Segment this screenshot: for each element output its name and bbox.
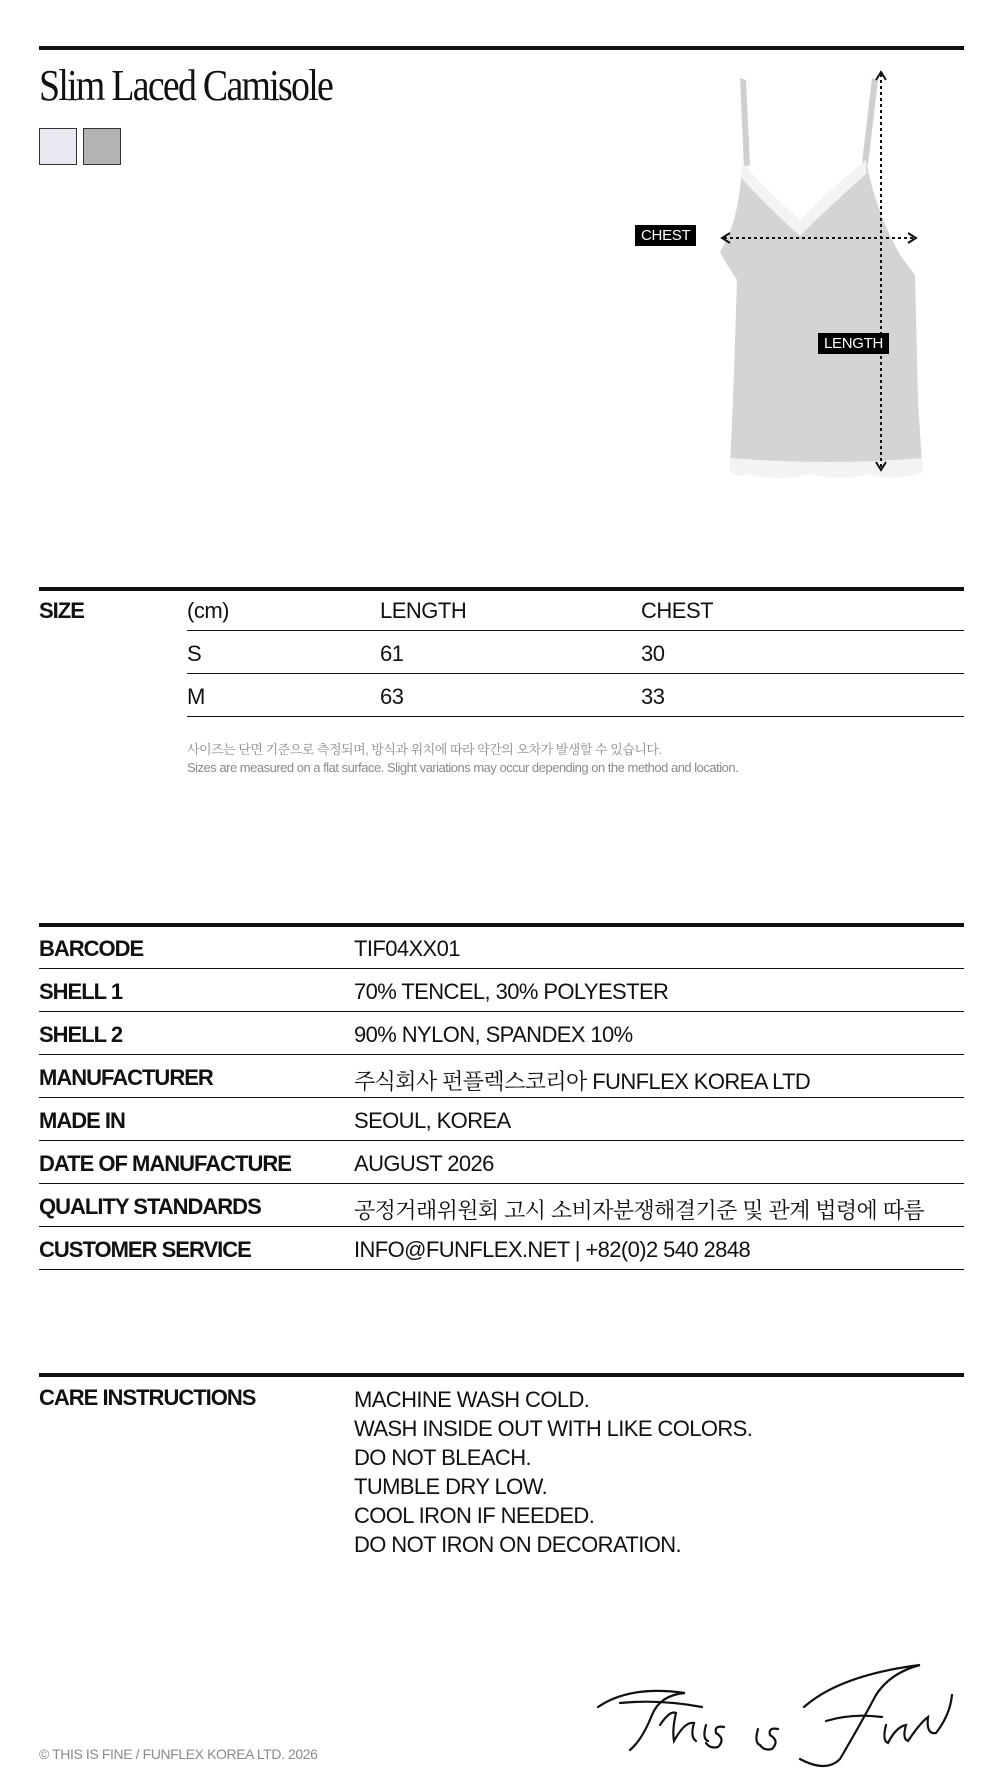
table-row — [187, 631, 964, 674]
size-note — [187, 741, 738, 777]
info-value: 90% NYLON, SPANDEX 10% — [354, 1022, 633, 1047]
care-line: DO NOT IRON ON DECORATION. — [354, 1532, 682, 1557]
size-note-english: Sizes are measured on a flat surface. Slight variations may occur depending on the method and location. — [187, 760, 739, 775]
table-row — [187, 674, 964, 717]
care-instructions-list — [354, 1385, 752, 1559]
top-divider — [39, 46, 964, 50]
this-is-fine-signature-logo — [590, 1655, 960, 1775]
size-note-korean: 사이즈는 단면 기준으로 측정되며, 방식과 위치에 따라 약간의 오차가 발생할 수 있습니다. — [187, 742, 662, 757]
care-line: MACHINE WASH COLD. — [354, 1387, 590, 1412]
info-value: 주식회사 펀플렉스코리아 FUNFLEX KOREA LTD — [354, 1069, 811, 1094]
info-value: 70% TENCEL, 30% POLYESTER — [354, 979, 669, 1004]
info-value: TIF04XX01 — [354, 936, 460, 961]
info-key: BARCODE — [39, 936, 144, 961]
info-row-shell-2 — [39, 1012, 964, 1055]
care-line: TUMBLE DRY LOW. — [354, 1474, 548, 1499]
size-chest-value: 30 — [641, 641, 665, 666]
product-title: Slim Laced Camisole — [39, 61, 333, 110]
row-divider — [187, 716, 964, 718]
copyright-footer: © THIS IS FINE / FUNFLEX KOREA LTD. 2026 — [39, 1746, 318, 1762]
right-strap — [862, 78, 878, 165]
care-line: COOL IRON IF NEEDED. — [354, 1503, 595, 1528]
care-divider — [39, 1373, 964, 1377]
info-key: SHELL 1 — [39, 979, 123, 1004]
info-row-date-of-manufacture — [39, 1141, 964, 1184]
color-swatch-grey[interactable] — [83, 128, 121, 165]
row-divider — [39, 1269, 964, 1271]
info-value: SEOUL, KOREA — [354, 1108, 511, 1133]
size-chest-value: 33 — [641, 684, 665, 709]
size-name: M — [187, 684, 205, 709]
care-instructions-label: CARE INSTRUCTIONS — [39, 1385, 256, 1410]
size-table-header — [187, 588, 964, 631]
care-line: WASH INSIDE OUT WITH LIKE COLORS. — [354, 1416, 753, 1441]
info-key: QUALITY STANDARDS — [39, 1194, 261, 1219]
info-key: SHELL 2 — [39, 1022, 123, 1047]
info-row-shell-1 — [39, 969, 964, 1012]
info-row-customer-service — [39, 1227, 964, 1270]
size-length-value: 61 — [380, 641, 404, 666]
info-value: AUGUST 2026 — [354, 1151, 494, 1176]
left-strap — [740, 78, 750, 167]
size-table — [187, 588, 964, 717]
info-row-manufacturer — [39, 1055, 964, 1098]
camisole-measurement-diagram — [600, 70, 940, 480]
info-key: DATE OF MANUFACTURE — [39, 1151, 291, 1176]
info-value: 공정거래위원회 고시 소비자분쟁해결기준 및 관계 법령에 따름 — [354, 1198, 925, 1223]
size-header-length: LENGTH — [380, 598, 467, 623]
size-length-value: 63 — [380, 684, 404, 709]
length-tag: LENGTH — [818, 333, 889, 354]
size-name: S — [187, 641, 202, 666]
info-row-made-in — [39, 1098, 964, 1141]
info-key: CUSTOMER SERVICE — [39, 1237, 251, 1262]
product-info-table — [39, 926, 964, 1270]
size-header-chest: CHEST — [641, 598, 714, 623]
size-section-label: SIZE — [39, 598, 84, 623]
info-key: MANUFACTURER — [39, 1065, 213, 1090]
size-header-unit: (cm) — [187, 598, 229, 623]
care-line: DO NOT BLEACH. — [354, 1445, 532, 1470]
info-row-quality-standards — [39, 1184, 964, 1227]
info-key: MADE IN — [39, 1108, 125, 1133]
chest-tag: CHEST — [635, 225, 696, 246]
color-swatch-white[interactable] — [39, 128, 77, 165]
info-value[interactable]: INFO@FUNFLEX.NET | +82(0)2 540 2848 — [354, 1237, 751, 1262]
info-row-barcode — [39, 926, 964, 969]
